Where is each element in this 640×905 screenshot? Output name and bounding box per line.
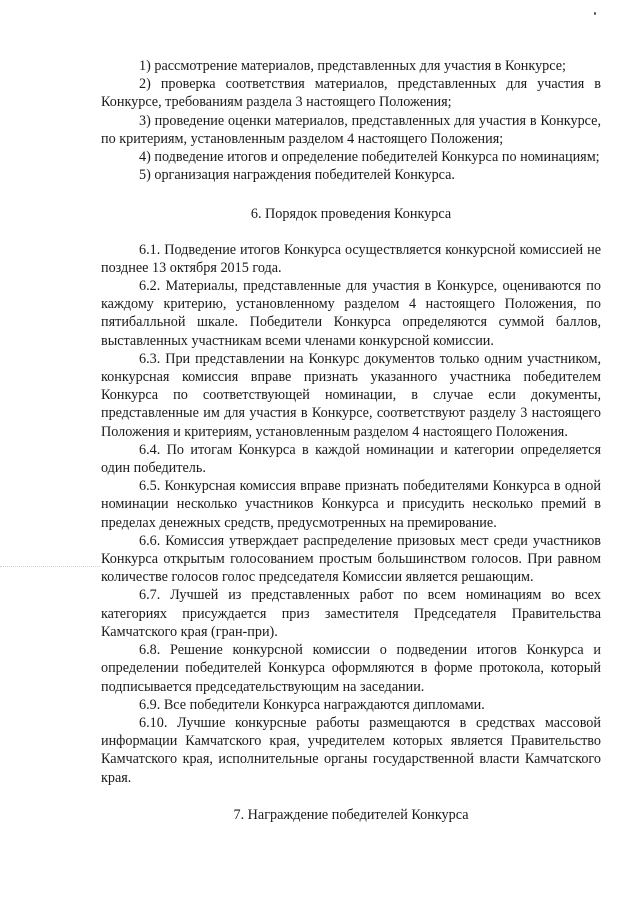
scan-speck — [594, 12, 596, 15]
list-item-4: 4) подведение итогов и определение победителей Конкурса по номинациям; — [139, 149, 600, 166]
list-item-5: 5) организация награждения победителей Конкурса. — [139, 167, 455, 184]
section-6-heading: 6. Порядок проведения Конкурса — [250, 206, 452, 223]
list-item-3: 3) проведение оценки материалов, представленных для участия в Конкурсе, по критериям, установленным разделом 4 настоящего Положения; — [101, 112, 601, 147]
paragraph-6-8: 6.8. Решение конкурсной комиссии о подведении итогов Конкурса и определении победителей Конкурса оформляются в форме протокола, который подписывается председательствующим на заседании. — [101, 642, 601, 695]
paragraph-6-6: 6.6. Комиссия утверждает распределение призовых мест среди участников Конкурса открытым голосованием простым большинством голосов. При равном количестве голосов голос председателя Комиссии является решающим. — [101, 532, 601, 586]
paragraph-6-9: 6.9. Все победители Конкурса награждаются дипломами. — [139, 696, 485, 713]
paragraph-6-2: 6.2. Материалы, представленные для участия в Конкурсе, оцениваются по каждому критерию, установленному разделом 4 настоящего Положения, по пятибалльной шкале. Победители Конкурса определяются суммой баллов, выставленных участникам всеми членами конкурсной комиссии. — [101, 278, 601, 349]
list-item-2: 2) проверка соответствия материалов, представленных для участия в Конкурсе, требованиям раздела 3 настоящего Положения; — [101, 76, 601, 111]
paragraph-6-3: 6.3. При представлении на Конкурс документов только одним участником, конкурсная комиссия вправе признать указанного участника победителем Конкурса по соответствующей номинации, в случае если документы, представленные им для участия в Конкурсе, соответствуют разделу 3 настоящего Положения и критериям, установленным разделом 4 настоящего Положения. — [101, 350, 601, 440]
section-7-heading: 7. Награждение победителей Конкурса — [233, 806, 469, 823]
paragraph-6-10: 6.10. Лучшие конкурсные работы размещаются в средствах массовой информации Камчатского края, учредителем которых является Правительство Камчатского края, исполнительные органы государственной власти Камчатского края. — [101, 714, 601, 786]
scan-artifact-line — [0, 566, 100, 567]
paragraph-6-1: 6.1. Подведение итогов Конкурса осуществляется конкурсной комиссией не позднее 13 октября 2015 года. — [101, 241, 601, 276]
paragraph-6-7: 6.7. Лучшей из представленных работ по всем номинациям во всех категориях присуждается приз заместителя Председателя Правительства Камчатского края (гран-при). — [101, 587, 601, 640]
list-item-1: 1) рассмотрение материалов, представленных для участия в Конкурсе; — [139, 58, 566, 74]
paragraph-6-4: 6.4. По итогам Конкурса в каждой номинации и категории определяется один победитель. — [101, 441, 601, 477]
paragraph-6-5: 6.5. Конкурсная комиссия вправе признать победителями Конкурса в одной номинации несколько участников Конкурса и присудить несколько премий в пределах денежных средств, предусмотренных на премирование. — [101, 478, 601, 531]
document-page — [101, 57, 601, 824]
